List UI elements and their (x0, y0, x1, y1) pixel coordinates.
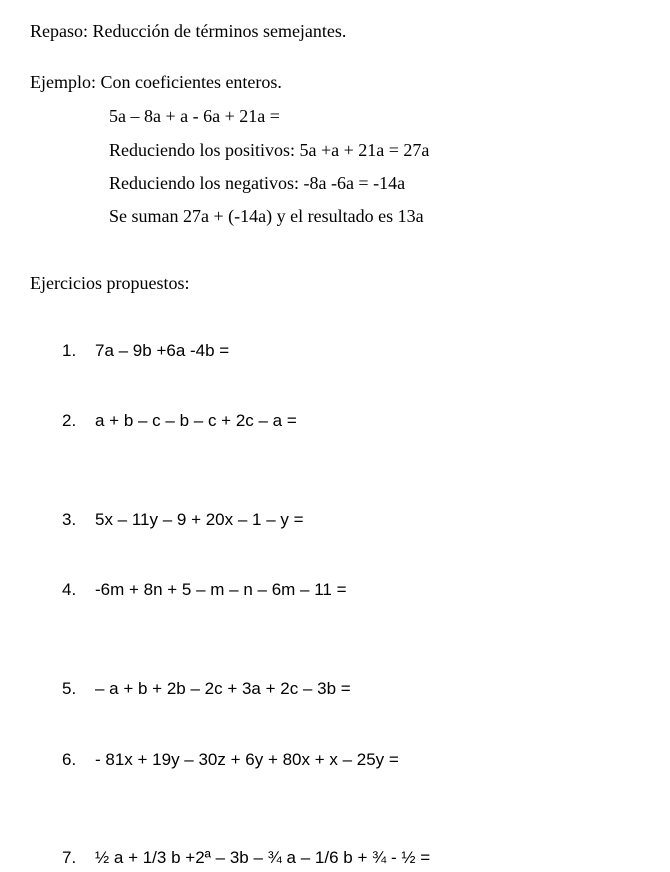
example-line: Reduciendo los positivos: 5a +a + 21a = 27a (109, 140, 430, 160)
page-heading: Repaso: Reducción de términos semejantes. (30, 21, 347, 41)
exercise-number: 6. (62, 750, 77, 769)
exercise-item (0, 410, 670, 434)
exercise-number: 7. (62, 848, 77, 867)
exercise-number: 2. (62, 411, 77, 430)
example-label: Ejemplo: Con coeficientes enteros. (30, 72, 282, 92)
exercise-item (0, 340, 670, 364)
exercise-item (0, 509, 670, 533)
exercise-item (0, 749, 670, 773)
exercise-expression: 7a – 9b +6a -4b = (95, 341, 230, 360)
exercises-title: Ejercicios propuestos: (30, 273, 190, 293)
exercise-expression: -6m + 8n + 5 – m – n – 6m – 11 = (95, 580, 347, 599)
exercise-item (0, 678, 670, 702)
exercise-expression: - 81x + 19y – 30z + 6y + 80x + x – 25y = (95, 750, 399, 769)
exercise-expression: ½ a + 1/3 b +2ª – 3b – ¾ a – 1/6 b + ¾ - ½ = (95, 848, 431, 867)
example-line: Reduciendo los negativos: -8a -6a = -14a (109, 173, 406, 193)
exercise-item (0, 847, 670, 871)
exercise-expression: 5x – 11y – 9 + 20x – 1 – y = (95, 510, 304, 529)
exercise-number: 1. (62, 341, 77, 360)
example-line: 5a – 8a + a - 6a + 21a = (109, 106, 280, 126)
exercise-number: 3. (62, 510, 77, 529)
exercise-expression: a + b – c – b – c + 2c – a = (95, 411, 297, 430)
exercise-item (0, 579, 670, 603)
exercise-number: 4. (62, 580, 77, 599)
example-line: Se suman 27a + (-14a) y el resultado es 13a (109, 206, 424, 226)
exercise-number: 5. (62, 679, 77, 698)
exercise-expression: – a + b + 2b – 2c + 3a + 2c – 3b = (95, 679, 351, 698)
